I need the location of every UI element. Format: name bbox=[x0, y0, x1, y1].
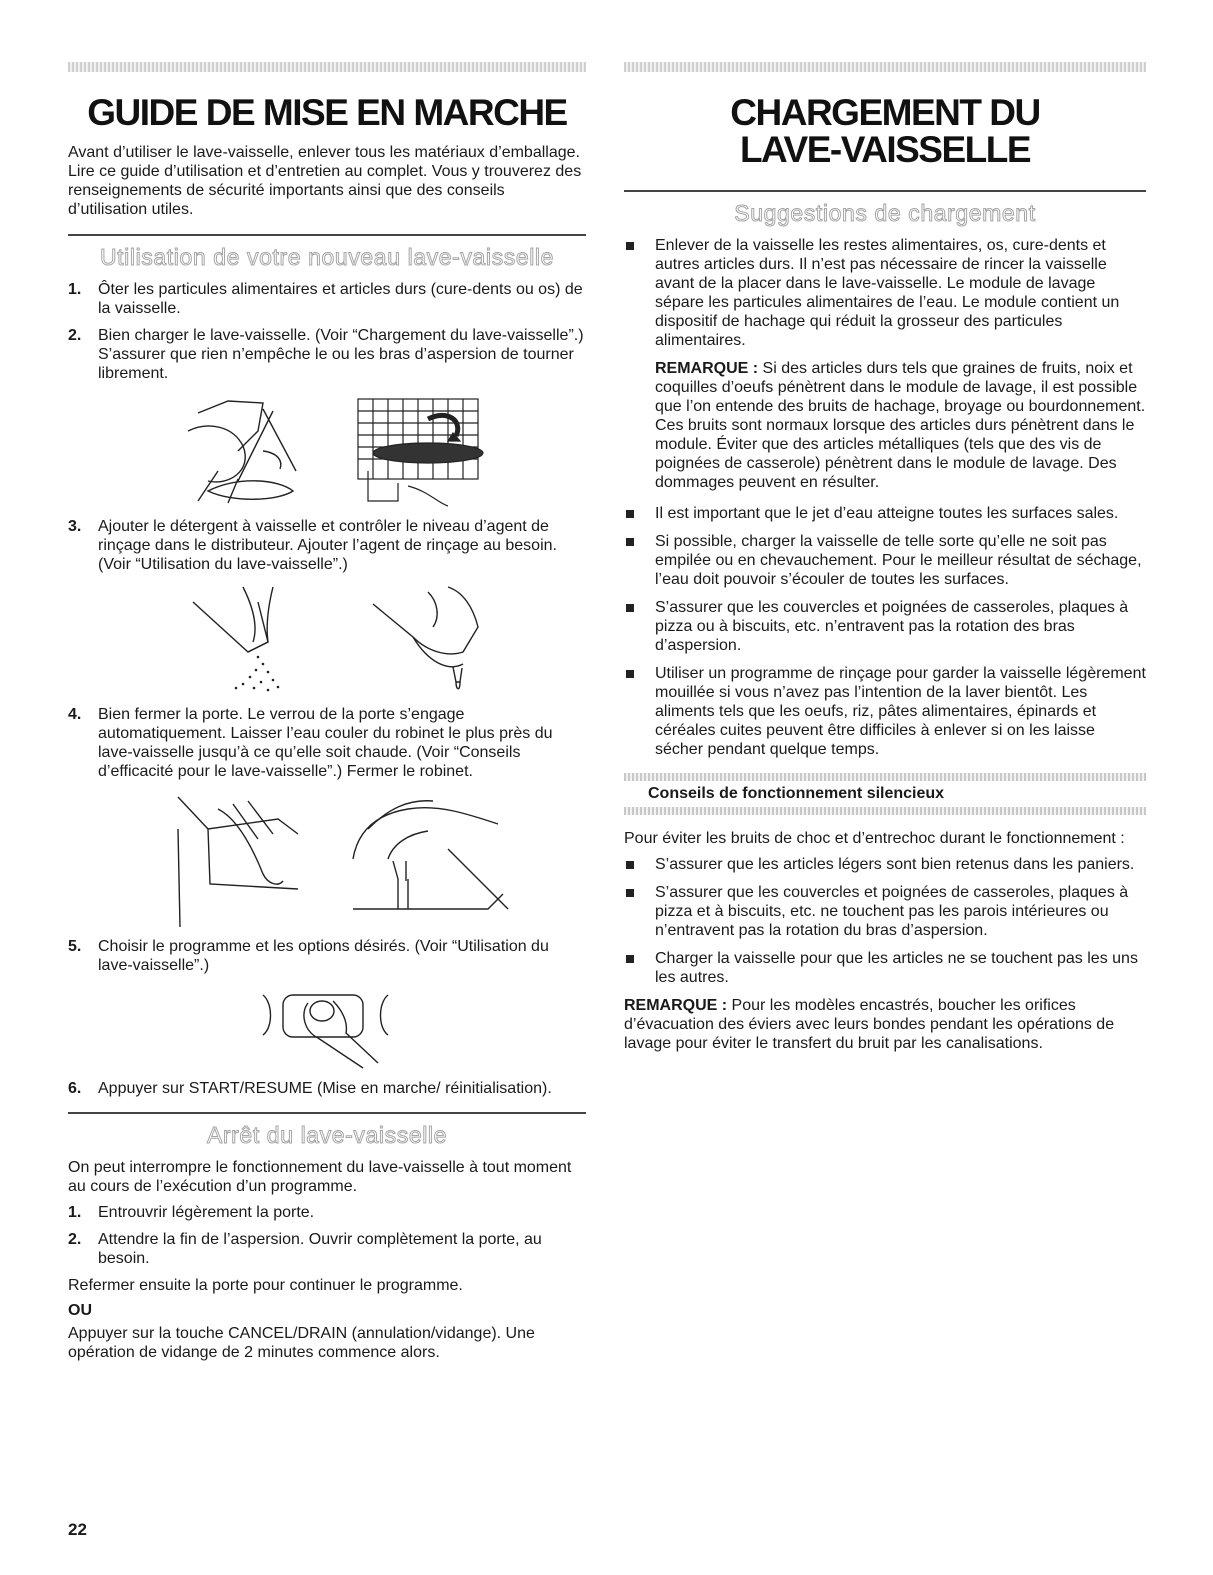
section-rule-right bbox=[624, 190, 1146, 192]
stop-step-1: 1. Entrouvrir légèrement la porte. bbox=[68, 1204, 315, 1221]
right-column bbox=[624, 62, 1146, 1060]
quiet-intro: Pour éviter les bruits de choc et d’entrechoc durant le fonctionnement : bbox=[624, 830, 1125, 847]
faucet-running-water-illustration bbox=[353, 801, 508, 909]
section-title-suggestions: Suggestions de chargement bbox=[734, 200, 1036, 226]
list-item: Si possible, charger la vaisselle de telle sorte qu’elle ne soit pas empilée ou en chevauchement. Pour le meilleur résultat de séchage, l’eau doit pouvoir s’écouler de toutes les surfaces. bbox=[624, 532, 1146, 589]
intro-paragraph: Avant d’utiliser le lave-vaisselle, enlever tous les matériaux d’emballage. Lire ce guide d’utilisation et d’entretien au complet. Vous y trouverez des renseignements de sécurité importants ainsi que des conseils d’utilisation utiles. bbox=[68, 144, 582, 218]
section-rule-2 bbox=[68, 1112, 586, 1114]
figure-scrape-and-load bbox=[68, 391, 586, 509]
stop-paragraph-1: Refermer ensuite la porte pour continuer le programme. bbox=[68, 1277, 463, 1294]
finger-pressing-button-illustration bbox=[263, 995, 388, 1068]
bullet-square-icon bbox=[624, 598, 655, 655]
bullet-square-icon bbox=[624, 664, 655, 759]
section-title-quiet: Conseils de fonctionnement silencieux bbox=[648, 785, 945, 802]
section-bar-bottom bbox=[624, 807, 1146, 815]
page-title-right: CHARGEMENT DU LAVE-VAISSELLE bbox=[730, 92, 1040, 170]
dishwasher-rack-loading-illustration bbox=[358, 399, 483, 506]
top-decorative-bar bbox=[68, 62, 586, 72]
hand-scraping-dish-illustration bbox=[188, 401, 296, 503]
page-title-left: GUIDE DE MISE EN MARCHE bbox=[87, 92, 567, 133]
list-item: Charger la vaisselle pour que les articles ne se touchent pas les uns les autres. bbox=[624, 949, 1146, 987]
list-item: Il est important que le jet d’eau atteigne toutes les surfaces sales. bbox=[624, 504, 1146, 523]
bullet-square-icon bbox=[624, 236, 655, 350]
hand-closing-door-illustration bbox=[178, 797, 298, 927]
step-5: 5. Choisir le programme et les options désirés. (Voir “Utilisation du lave-vaisselle”.) bbox=[68, 938, 549, 974]
list-item: S’assurer que les articles légers sont bien retenus dans les paniers. bbox=[624, 855, 1146, 874]
rinse-aid-bottle-illustration bbox=[373, 587, 478, 689]
or-separator: OU bbox=[68, 1302, 92, 1319]
stop-intro: On peut interrompre le fonctionnement du lave-vaisselle à tout moment au cours de l’exécution d’un programme. bbox=[68, 1159, 572, 1195]
stop-step-2: 2. Attendre la fin de l’aspersion. Ouvrir complètement la porte, au besoin. bbox=[68, 1231, 542, 1267]
step-3: 3. Ajouter le détergent à vaisselle et contrôler le niveau d’agent de rinçage dans le distributeur. Ajouter l’agent de rinçage au besoin. (Voir “Utilisation du lave-vaisselle”.) bbox=[68, 518, 557, 573]
section-rule bbox=[68, 234, 586, 236]
step-1: 1. Ôter les particules alimentaires et articles durs (cure-dents ou os) de la vaisselle. bbox=[68, 281, 583, 317]
bullet-square-icon bbox=[624, 532, 655, 589]
figure-button-press bbox=[68, 983, 586, 1071]
list-item: Utiliser un programme de rinçage pour garder la vaisselle légèrement mouillée si vous n’avez pas l’intention de la laver bientôt. Les aliments tels que les oeufs, riz, pâtes alimentaires, épinards et céréales cuites peuvent être difficiles à enlever si on les laisse sécher pendant quelque temps. bbox=[624, 664, 1146, 759]
left-column bbox=[68, 62, 586, 1369]
page-number: 22 bbox=[68, 1520, 87, 1539]
list-item: S’assurer que les couvercles et poignées de casseroles, plaques à pizza et à biscuits, etc. ne touchent pas les parois intérieures ou n’entravent pas la rotation du bras d’aspersion. bbox=[624, 883, 1146, 940]
stop-paragraph-2: Appuyer sur la touche CANCEL/DRAIN (annulation/vidange). Une opération de vidange de 2 minutes commence alors. bbox=[68, 1325, 535, 1361]
bullet-square-icon bbox=[624, 855, 655, 874]
remark-note-2: REMARQUE : Pour les modèles encastrés, boucher les orifices d’évacuation des éviers avec leurs bondes pendant les opérations de lavage pour éviter le transfert du bruit par les canalisations. bbox=[624, 997, 1115, 1052]
figure-detergent-rinse bbox=[68, 582, 586, 697]
step-4: 4. Bien fermer la porte. Le verrou de la porte s’engage automatiquement. Laisser l’eau couler du robinet le plus près du lave-vaisselle jusqu’à ce qu’elle soit chaude. (Voir “Conseils d’efficacité pour le lave-vaisselle”.) Fermer le robinet. bbox=[68, 706, 553, 780]
step-2: 2. Bien charger le lave-vaisselle. (Voir “Chargement du lave-vaisselle”.) S’assurer que rien n’empêche le ou les bras d’aspersion de tourner librement. bbox=[68, 327, 584, 382]
bullet-square-icon bbox=[624, 504, 655, 523]
detergent-pouring-illustration bbox=[193, 587, 279, 691]
figure-door-faucet bbox=[68, 789, 586, 929]
section-title-arret: Arrêt du lave-vaisselle bbox=[206, 1122, 448, 1148]
step-6: 6. Appuyer sur START/RESUME (Mise en marche/ réinitialisation). bbox=[68, 1080, 552, 1097]
top-decorative-bar-right bbox=[624, 62, 1146, 72]
remark-note-1: REMARQUE : Si des articles durs tels que graines de fruits, noix et coquilles d’oeufs pénètrent dans le module de lavage, il est possible que l’on entende des bruits de hachage, broyage ou bourdonnement. Ces bruits sont normaux lorsque des articles durs pénètrent dans le module. Éviter que des articles métalliques (tels que des vis de poignées de casserole) pénètrent dans le module de lavage. Des dommages peuvent en résulter. bbox=[655, 360, 1146, 491]
list-item: S’assurer que les couvercles et poignées de casseroles, plaques à pizza ou à biscuits, etc. n’entravent pas la rotation des bras d’aspersion. bbox=[624, 598, 1146, 655]
list-item: Enlever de la vaisselle les restes alimentaires, os, cure-dents et autres articles durs. Il n’est pas nécessaire de rincer la vaisselle avant de la placer dans le lave-vaisselle. Le module de lavage sépare les particules alimentaires de l’eau. Le module contient un dispositif de hachage qui réduit la grosseur des particules alimentaires. bbox=[624, 236, 1146, 350]
section-bar-top bbox=[624, 773, 1146, 781]
section-title-utilisation: Utilisation de votre nouveau lave-vaisselle bbox=[99, 244, 555, 270]
bullet-square-icon bbox=[624, 883, 655, 940]
bullet-square-icon bbox=[624, 949, 655, 987]
